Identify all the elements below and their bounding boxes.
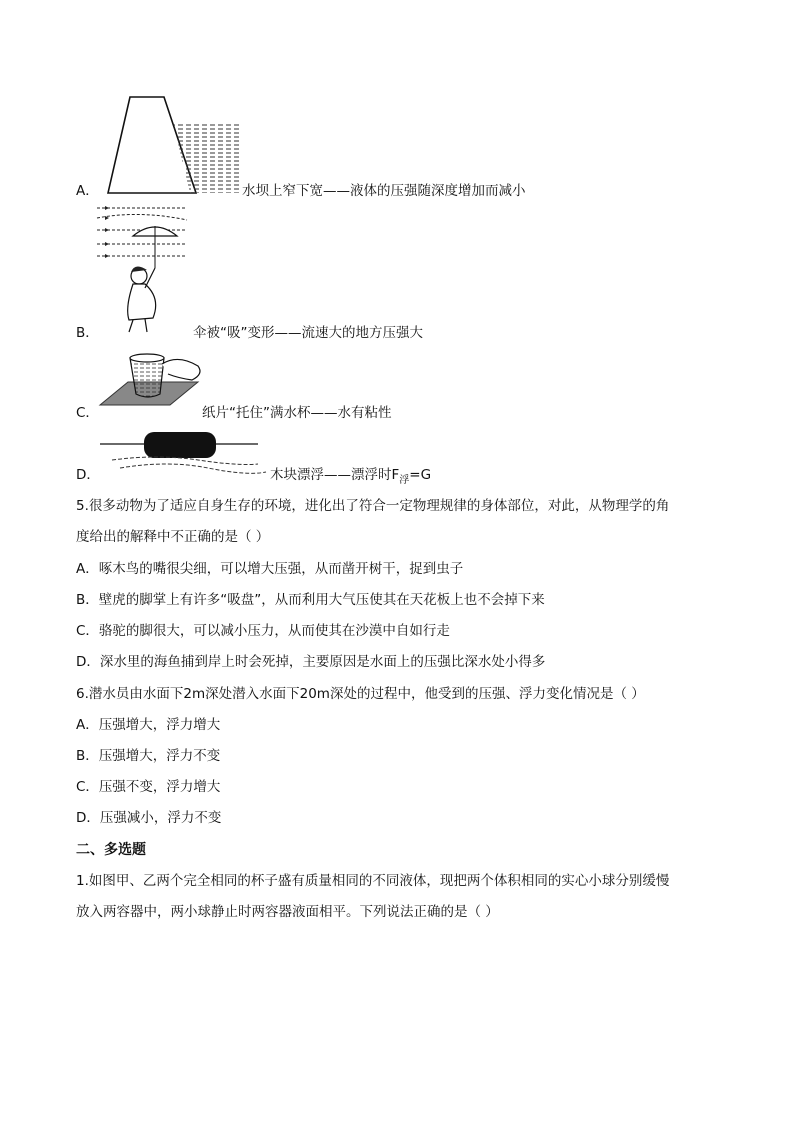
q4-option-d-main: 木块漂浮——漂浮时F — [270, 467, 400, 483]
q4-option-b-letter: B． — [76, 325, 99, 341]
dam-figure — [98, 95, 248, 195]
q4-option-b-text: 伞被“吸”变形——流速大的地方压强大 — [193, 325, 423, 341]
q4-option-d-tail: =G — [409, 467, 432, 483]
q6-option-a: A．压强增大，浮力增大 — [76, 717, 221, 733]
s2-q1-line2: 放入两容器中，两小球静止时两容器液面相平。下列说法正确的是（ ） — [76, 904, 499, 920]
q5-option-b: B．壁虎的脚掌上有许多“吸盘”，从而利用大气压使其在天花板上也不会掉下来 — [76, 592, 545, 608]
q4-option-d-letter: D． — [76, 467, 100, 483]
section-title-multiple-choice: 二、多选题 — [76, 842, 146, 858]
q4-option-a-letter: A． — [76, 183, 99, 199]
q4-option-c-letter: C． — [76, 405, 99, 421]
q4-option-a-text: 水坝上窄下宽——液体的压强随深度增加而减小 — [242, 183, 526, 199]
q6-option-c: C．压强不变，浮力增大 — [76, 779, 221, 795]
cup-paper-figure — [98, 350, 218, 410]
q5-option-a: A．啄木鸟的嘴很尖细，可以增大压强，从而凿开树干，捉到虫子 — [76, 561, 464, 577]
q5-stem-line2: 度给出的解释中不正确的是（ ） — [76, 529, 270, 545]
q5-option-d: D．深水里的海鱼捕到岸上时会死掉，主要原因是水面上的压强比深水处小得多 — [76, 654, 546, 670]
q5-option-c: C．骆驼的脚很大，可以减小压力，从而使其在沙漠中自如行走 — [76, 623, 450, 639]
floating-block-figure — [98, 430, 268, 480]
q4-option-c-text: 纸片“托住”满水杯——水有粘性 — [202, 405, 392, 421]
umbrella-figure — [95, 198, 195, 333]
q5-stem-line1: 5.很多动物为了适应自身生存的环境，进化出了符合一定物理规律的身体部位，对此，从物理学的角 — [76, 498, 670, 514]
s2-q1-line1: 1.如图甲、乙两个完全相同的杯子盛有质量相同的不同液体，现把两个体积相同的实心小球分别缓慢 — [76, 873, 670, 889]
q6-stem: 6.潜水员由水面下2m深处潜入水面下20m深处的过程中，他受到的压强、浮力变化情况是（ ） — [76, 686, 645, 702]
q4-option-d-text — [270, 466, 431, 486]
q6-option-b: B．压强增大，浮力不变 — [76, 748, 221, 764]
q6-option-d: D．压强减小，浮力不变 — [76, 810, 222, 826]
q4-option-d-subscript: 浮 — [399, 475, 410, 486]
